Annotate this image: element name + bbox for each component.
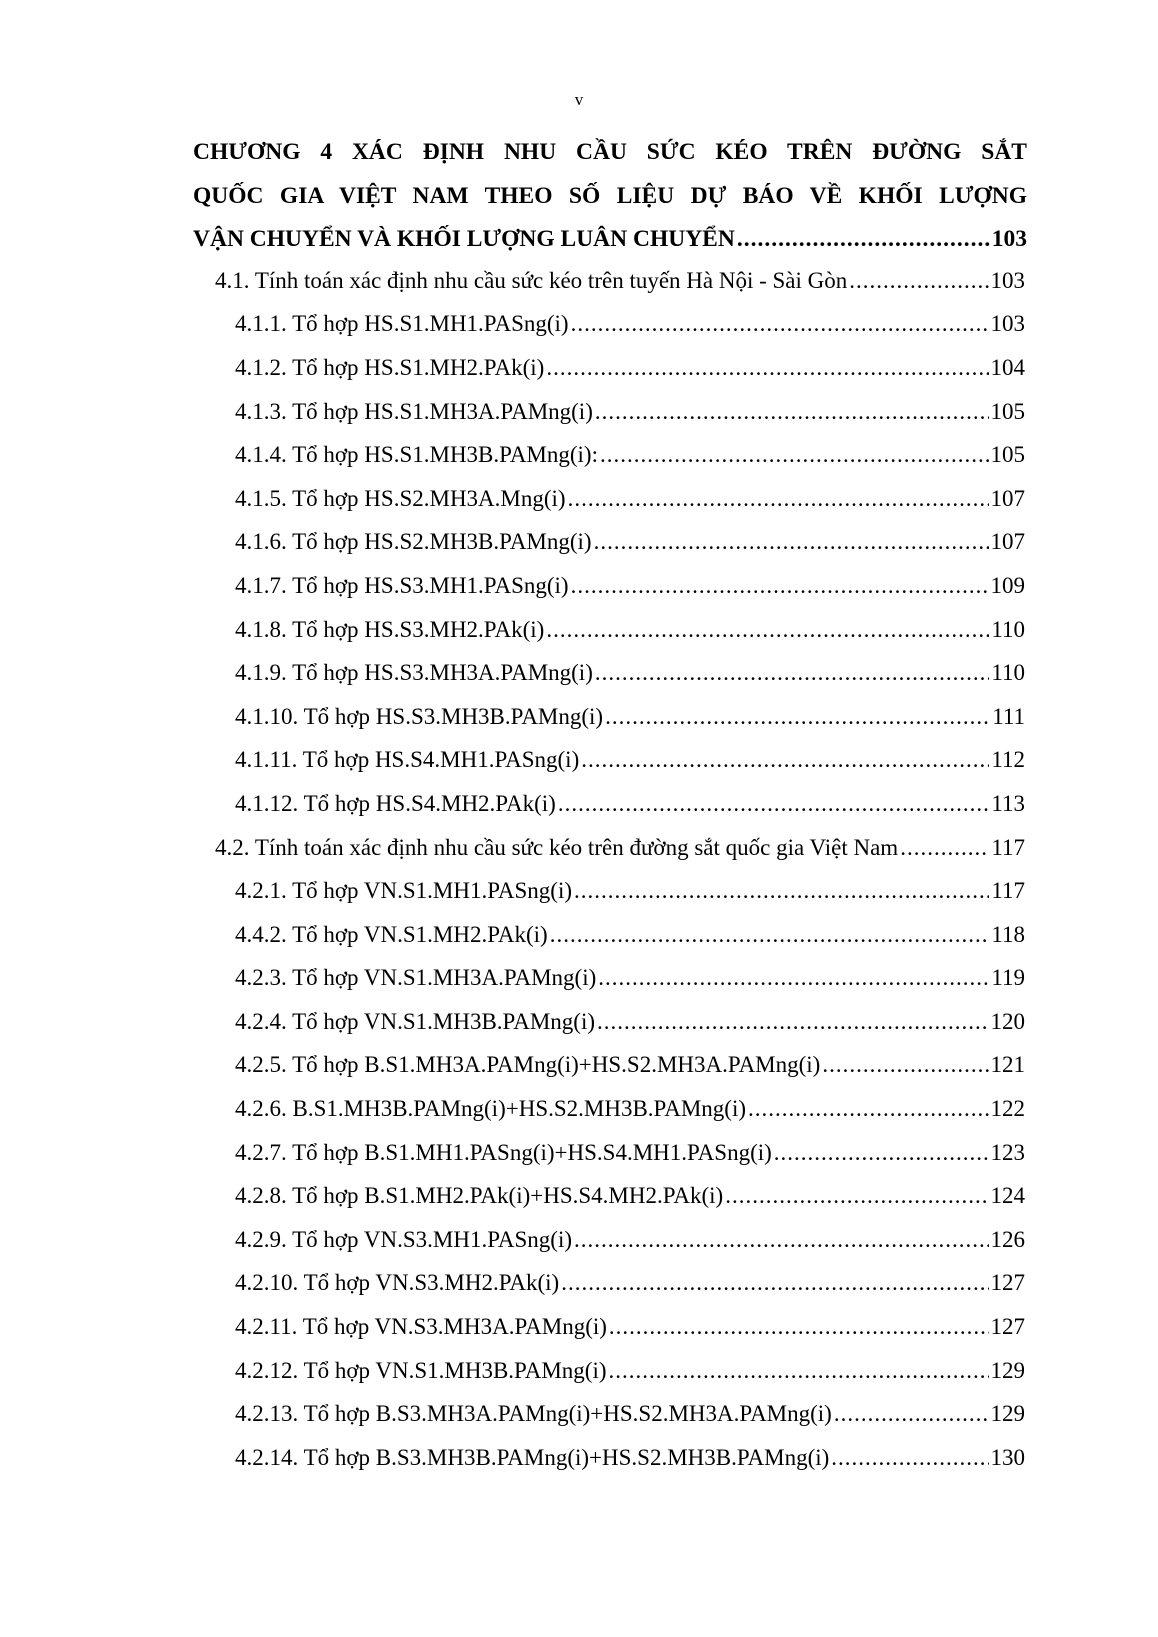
dot-leader (546, 355, 988, 381)
toc-entry-label: 4.2.12. Tổ hợp VN.S1.MH3B.PAMng(i) (235, 1357, 607, 1383)
toc-entry-label: 4.1. Tính toán xác định nhu cầu sức kéo trên tuyến Hà Nội - Sài Gòn (215, 267, 848, 293)
toc-entry-page: 111 (992, 703, 1025, 729)
toc-entry-4-1-8[interactable] (0, 608, 1158, 652)
dot-leader (574, 1227, 989, 1253)
toc-entry-page: 103 (990, 267, 1025, 293)
toc-entry-4-2-7[interactable] (0, 1131, 1158, 1175)
toc-entry-label: 4.2.10. Tổ hợp VN.S3.MH2.PAk(i) (235, 1270, 560, 1296)
toc-entry-page: 110 (991, 660, 1025, 686)
dot-leader (595, 660, 989, 686)
toc-entry-4-2-3[interactable] (0, 957, 1158, 1001)
toc-entry-label: 4.1.3. Tổ hợp HS.S1.MH3A.PAMng(i) (235, 398, 593, 424)
dot-leader (849, 268, 988, 294)
toc-entry-4-1-6[interactable] (0, 521, 1158, 565)
toc-entry-label: 4.2.11. Tổ hợp VN.S3.MH3A.PAMng(i) (235, 1314, 607, 1340)
toc-entry-4-2-5[interactable] (0, 1044, 1158, 1088)
toc-entry-label: 4.2.7. Tổ hợp B.S1.MH1.PASng(i)+HS.S4.MH1.PASng(i) (235, 1139, 772, 1165)
toc-entry-page: 105 (990, 442, 1025, 468)
dot-leader (558, 791, 990, 817)
toc-entry-label: 4.1.8. Tổ hợp HS.S3.MH2.PAk(i) (235, 616, 545, 642)
chapter-title-line-1: CHƯƠNG 4 XÁC ĐỊNH NHU CẦU SỨC KÉO TRÊN ĐƯỜNG SẮT (193, 139, 1027, 165)
toc-entry-label: 4.1.11. Tổ hợp HS.S4.MH1.PASng(i) (235, 747, 580, 773)
toc-entry-page: 121 (990, 1052, 1025, 1078)
chapter-heading[interactable] (193, 131, 1027, 262)
chapter-page-number: 103 (991, 226, 1027, 252)
toc-entry-page: 112 (991, 747, 1025, 773)
dot-leader (725, 1183, 988, 1209)
toc-entry-page: 126 (990, 1226, 1025, 1252)
chapter-title-line-3: VẬN CHUYỂN VÀ KHỐI LƯỢNG LUÂN CHUYỂN (193, 226, 735, 252)
dot-leader (561, 1270, 988, 1296)
toc-entry-page: 109 (990, 572, 1025, 598)
toc-entry-4-1-12[interactable] (0, 782, 1158, 826)
toc-entry-page: 104 (990, 354, 1025, 380)
toc-entry-page: 117 (991, 878, 1025, 904)
toc-entry-label: 4.1.6. Tổ hợp HS.S2.MH3B.PAMng(i) (235, 529, 592, 555)
toc-entry-4-2-12[interactable] (0, 1349, 1158, 1393)
dot-leader (581, 747, 989, 773)
dot-leader (831, 1445, 988, 1471)
toc-entry-4-2-4[interactable] (0, 1000, 1158, 1044)
toc-entry-4-2-13[interactable] (0, 1392, 1158, 1436)
toc-entry-page: 124 (990, 1183, 1025, 1209)
dot-leader (571, 573, 989, 599)
dot-leader (571, 311, 989, 337)
dot-leader (574, 878, 989, 904)
toc-entry-label: 4.2.4. Tổ hợp VN.S1.MH3B.PAMng(i) (235, 1008, 595, 1034)
toc-entry-label: 4.2.13. Tổ hợp B.S3.MH3A.PAMng(i)+HS.S2.MH3A.PAMng(i) (235, 1401, 832, 1427)
dot-leader (594, 529, 989, 555)
toc-entry-4-1[interactable] (0, 259, 1158, 303)
toc-entry-4-1-5[interactable] (0, 477, 1158, 521)
toc-entry-4-2-9[interactable] (0, 1218, 1158, 1262)
toc-entry-label: 4.2.8. Tổ hợp B.S1.MH2.PAk(i)+HS.S4.MH2.PAk(i) (235, 1183, 724, 1209)
toc-entry-page: 110 (991, 616, 1025, 642)
toc-entry-4-1-9[interactable] (0, 651, 1158, 695)
toc-entry-page: 123 (990, 1139, 1025, 1165)
toc-entry-page: 130 (990, 1444, 1025, 1470)
dot-leader (748, 1096, 989, 1122)
toc-entry-page: 120 (990, 1008, 1025, 1034)
dot-leader (605, 704, 990, 730)
toc-entry-label: 4.2.3. Tổ hợp VN.S1.MH3A.PAMng(i) (235, 965, 597, 991)
toc-entry-4-1-7[interactable] (0, 564, 1158, 608)
toc-entry-label: 4.1.9. Tổ hợp HS.S3.MH3A.PAMng(i) (235, 660, 593, 686)
chapter-title-line-2: QUỐC GIA VIỆT NAM THEO SỐ LIỆU DỰ BÁO VỀ KHỐI LƯỢNG (193, 182, 1027, 209)
toc-entry-4-1-4[interactable] (0, 433, 1158, 477)
toc-entry-label: 4.2.5. Tổ hợp B.S1.MH3A.PAMng(i)+HS.S2.MH3A.PAMng(i) (235, 1052, 821, 1078)
toc-entry-page: 119 (991, 965, 1025, 991)
toc-entry-page: 103 (990, 311, 1025, 337)
toc-entry-label: 4.2.14. Tổ hợp B.S3.MH3B.PAMng(i)+HS.S2.MH3B.PAMng(i) (235, 1444, 830, 1470)
toc-entry-4-2[interactable] (0, 826, 1158, 870)
dot-leader (600, 442, 989, 468)
toc-entry-page: 107 (990, 485, 1025, 511)
toc-entry-label: 4.2.6. B.S1.MH3B.PAMng(i)+HS.S2.MH3B.PAMng(i) (235, 1096, 746, 1122)
dot-leader (609, 1314, 989, 1340)
toc-entry-label: 4.2.9. Tổ hợp VN.S3.MH1.PASng(i) (235, 1226, 572, 1252)
toc-entry-page: 129 (990, 1357, 1025, 1383)
dot-leader (568, 486, 989, 512)
toc-entry-page: 107 (990, 529, 1025, 555)
toc-entry-4-1-1[interactable] (0, 303, 1158, 347)
dot-leader (550, 922, 990, 948)
toc-entry-page: 127 (990, 1270, 1025, 1296)
toc-entry-4-2-6[interactable] (0, 1087, 1158, 1131)
toc-entry-4-2-14[interactable] (0, 1436, 1158, 1480)
dot-leader (834, 1401, 989, 1427)
chapter-title-line-3-row (193, 218, 1027, 262)
toc-entry-page: 122 (990, 1096, 1025, 1122)
toc-entry-4-2-10[interactable] (0, 1262, 1158, 1306)
dot-leader (595, 399, 989, 425)
dot-leader (598, 965, 989, 991)
toc-entry-label: 4.4.2. Tổ hợp VN.S1.MH2.PAk(i) (235, 921, 548, 947)
dot-leader (609, 1358, 989, 1384)
toc-entry-4-1-2[interactable] (0, 346, 1158, 390)
toc-entry-page: 113 (991, 790, 1025, 816)
toc-entry-label: 4.1.7. Tổ hợp HS.S3.MH1.PASng(i) (235, 572, 569, 598)
toc-entry-4-2-1[interactable] (0, 869, 1158, 913)
toc-entry-page: 118 (991, 921, 1025, 947)
dot-leader (774, 1140, 989, 1166)
toc-entry-label: 4.1.2. Tổ hợp HS.S1.MH2.PAk(i) (235, 354, 545, 380)
toc-entry-4-2-8[interactable] (0, 1174, 1158, 1218)
toc-entry-label: 4.2. Tính toán xác định nhu cầu sức kéo trên đường sắt quốc gia Việt Nam (215, 834, 899, 860)
toc-entry-page: 117 (991, 834, 1025, 860)
dot-leader (900, 835, 989, 861)
toc-entry-4-1-3[interactable] (0, 390, 1158, 434)
toc-entry-label: 4.1.1. Tổ hợp HS.S1.MH1.PASng(i) (235, 311, 569, 337)
toc-entry-label: 4.1.4. Tổ hợp HS.S1.MH3B.PAMng(i): (235, 442, 598, 468)
toc-entry-4-4-2[interactable] (0, 913, 1158, 957)
toc-entry-page: 127 (990, 1314, 1025, 1340)
toc-entry-label: 4.1.5. Tổ hợp HS.S2.MH3A.Mng(i) (235, 485, 566, 511)
toc-entry-4-2-11[interactable] (0, 1305, 1158, 1349)
page-number: v (574, 90, 584, 109)
dot-leader (546, 617, 989, 643)
toc-entry-page: 105 (990, 398, 1025, 424)
toc-entry-label: 4.1.10. Tổ hợp HS.S3.MH3B.PAMng(i) (235, 703, 604, 729)
table-of-contents (0, 259, 1158, 1480)
toc-entry-label: 4.1.12. Tổ hợp HS.S4.MH2.PAk(i) (235, 790, 556, 816)
dot-leader (737, 218, 990, 262)
toc-entry-page: 129 (990, 1401, 1025, 1427)
toc-entry-label: 4.2.1. Tổ hợp VN.S1.MH1.PASng(i) (235, 878, 572, 904)
dot-leader (597, 1009, 989, 1035)
toc-entry-4-1-11[interactable] (0, 739, 1158, 783)
dot-leader (822, 1052, 988, 1078)
toc-entry-4-1-10[interactable] (0, 695, 1158, 739)
